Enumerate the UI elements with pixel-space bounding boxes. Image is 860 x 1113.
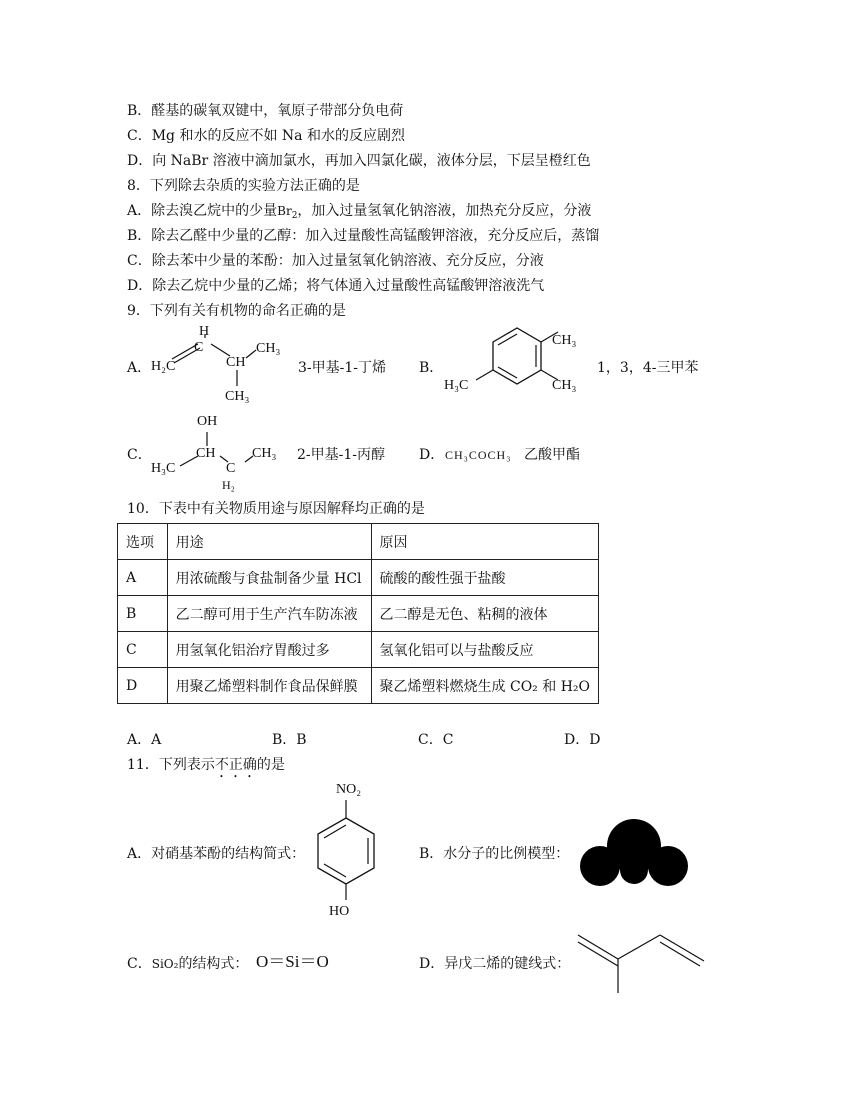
table-header-cell: 原因 xyxy=(371,524,598,560)
q9b-atom-ch3-top: CH₃ xyxy=(552,333,577,348)
q11-stem-pre: 11．下列表示 xyxy=(127,757,215,773)
table-cell: 聚乙烯塑料燃烧生成 CO₂ 和 H₂O xyxy=(371,668,598,704)
q9b-atom-h3c: H₃C xyxy=(444,378,469,393)
q9a-name: 3-甲基-1-丁烯 xyxy=(298,360,387,376)
q11b-label: B．水分子的比例模型： xyxy=(419,846,570,862)
q9c-name: 2-甲基-1-丙醇 xyxy=(297,447,386,463)
isoprene-skeletal-formula xyxy=(574,925,710,1000)
q9a-atom-ch: CH xyxy=(226,355,246,370)
table-cell: D xyxy=(118,668,168,704)
table-row xyxy=(118,560,599,596)
table-row xyxy=(118,668,599,704)
q11c-label xyxy=(127,955,248,973)
q10-stem: 10．下表中有关物质用途与原因解释均正确的是 xyxy=(127,501,425,517)
q8a-br-sub: 2 xyxy=(291,211,298,221)
q10-option-a: A．A xyxy=(127,732,162,748)
q9a-atom-ch3-bottom: CH₃ xyxy=(225,389,250,404)
q10-option-b: B．B xyxy=(272,732,307,748)
q9b-label: B． xyxy=(419,360,444,376)
q11a-label: A．对硝基苯酚的结构简式： xyxy=(127,846,306,862)
q9c-atom-c: C xyxy=(226,461,236,476)
table-cell: 硫酸的酸性强于盐酸 xyxy=(371,560,598,596)
q9d-formula: CH₃COCH₃ xyxy=(445,448,512,462)
q11c-sio2: SiO₂ xyxy=(151,957,179,971)
q8-option-b: B．除去乙醛中少量的乙醇：加入过量酸性高锰酸钾溶液，充分反应后，蒸馏 xyxy=(127,228,600,244)
q9c-atom-h3c: H₃C xyxy=(151,461,176,476)
q9-stem: 9．下列有关有机物的命名正确的是 xyxy=(127,303,346,319)
table-cell: 用浓硫酸与食盐制备少量 HCl xyxy=(167,560,371,596)
q9a-atom-ch3-top: CH₃ xyxy=(256,341,281,356)
table-cell: A xyxy=(118,560,168,596)
q9a-atom-c: C xyxy=(194,340,204,355)
q9a-label: A． xyxy=(127,360,152,376)
table-header-row xyxy=(118,524,599,560)
table-header-cell: 用途 xyxy=(167,524,371,560)
q9c-atom-ch: CH xyxy=(196,446,216,461)
q11-stem xyxy=(127,756,285,781)
q10-option-c: C．C xyxy=(418,732,454,748)
q10-table xyxy=(117,523,599,704)
q8-stem: 8．下列除去杂质的实验方法正确的是 xyxy=(127,178,360,194)
q11d-label: D．异戊二烯的键线式： xyxy=(419,956,571,972)
q9c-atom-ch3: CH₃ xyxy=(252,446,277,461)
table-cell: 氢氧化铝可以与盐酸反应 xyxy=(371,632,598,668)
q7-option-c: C．Mg 和水的反应不如 Na 和水的反应剧烈 xyxy=(127,128,405,144)
q8a-text-pre: A．除去溴乙烷中的少量 xyxy=(127,203,278,219)
q8-option-d: D．除去乙烷中少量的乙烯；将气体通入过量酸性高锰酸钾溶液洗气 xyxy=(127,278,545,294)
table-cell: C xyxy=(118,632,168,668)
q9b-name: 1，3，4-三甲苯 xyxy=(597,360,699,376)
table-cell: 用氢氧化铝治疗胃酸过多 xyxy=(167,632,371,668)
q11-stem-post: 的是 xyxy=(256,757,285,773)
q11-stem-emphasis: 不正确 xyxy=(214,757,257,773)
table-header-cell: 选项 xyxy=(118,524,168,560)
q8a-br: Br xyxy=(277,204,292,218)
q9c-atom-h2: H₂ xyxy=(222,478,235,492)
q11a-ho: HO xyxy=(329,904,350,919)
q11c-formula: O＝Si＝O xyxy=(256,952,329,971)
q8-option-a xyxy=(127,202,591,225)
q11c-label-post: 的结构式： xyxy=(178,956,249,972)
q9c-atom-oh: OH xyxy=(197,414,218,429)
q9d-label: D． xyxy=(419,447,445,463)
q8-option-c: C．除去苯中少量的苯酚：加入过量氢氧化钠溶液、充分反应，分液 xyxy=(127,253,544,269)
q7-option-b: B．醛基的碳氧双键中，氧原子带部分负电荷 xyxy=(127,103,404,119)
q11c-label-pre: C． xyxy=(127,956,152,972)
q9b-atom-ch3-right: CH₃ xyxy=(552,378,577,393)
q10-option-d: D．D xyxy=(564,732,601,748)
q9d-name: 乙酸甲酯 xyxy=(524,447,580,463)
q9a-atom-h: H xyxy=(199,324,210,339)
q11a-no2: NO₂ xyxy=(336,782,362,797)
q9a-atom-h2c: H₂C xyxy=(151,359,176,374)
table-row xyxy=(118,596,599,632)
table-cell: 乙二醇是无色、粘稠的液体 xyxy=(371,596,598,632)
q9c-label: C． xyxy=(127,447,152,463)
table-cell: B xyxy=(118,596,168,632)
q7-option-d: D．向 NaBr 溶液中滴加氯水，再加入四氯化碳，液体分层，下层呈橙红色 xyxy=(127,153,591,169)
q11a-benzene-ring xyxy=(310,798,390,908)
q8a-text-post: ，加入过量氢氧化钠溶液，加热充分反应，分液 xyxy=(297,203,592,219)
table-cell: 用聚乙烯塑料制作食品保鲜膜 xyxy=(167,668,371,704)
table-cell: 乙二醇可用于生产汽车防冻液 xyxy=(167,596,371,632)
table-row xyxy=(118,632,599,668)
water-space-filling-model xyxy=(574,820,694,890)
